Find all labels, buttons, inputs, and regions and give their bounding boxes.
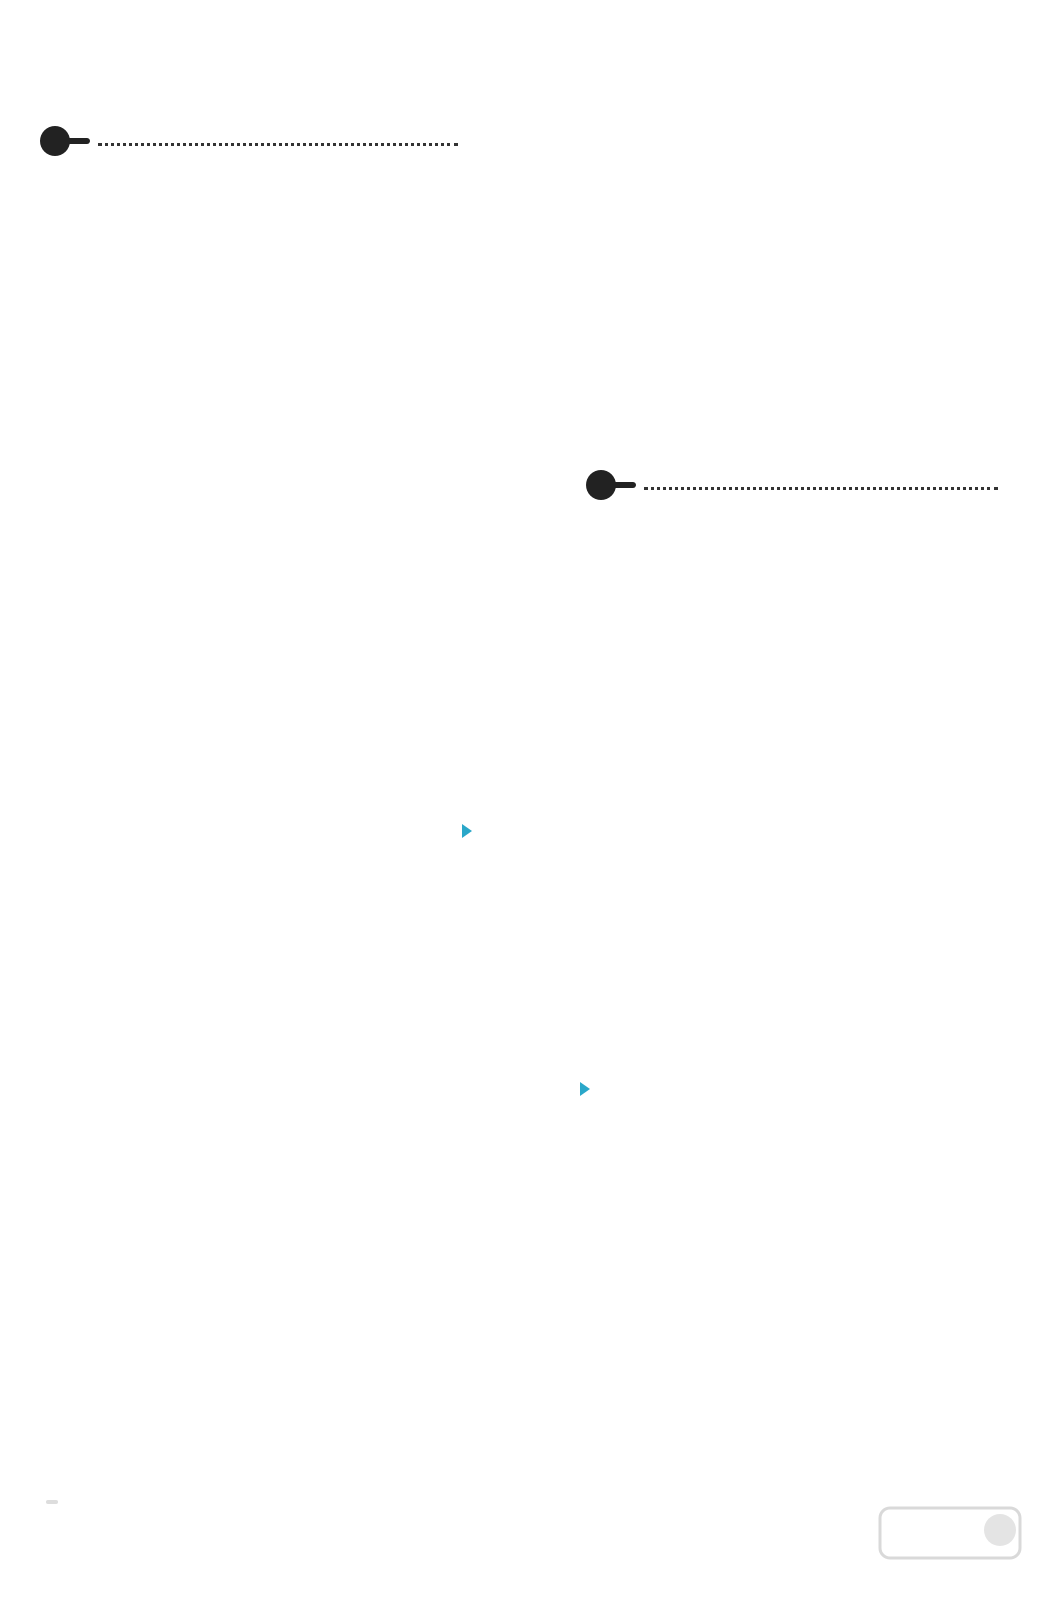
running-header: [46, 48, 78, 68]
brush-badge-icon: [586, 470, 616, 500]
dotted-divider: [644, 487, 998, 490]
pointer-arrow-icon: [462, 824, 472, 838]
brush-badge-icon: [40, 126, 70, 156]
section-header-test: [586, 468, 998, 502]
watermark-logo-icon: [840, 1500, 1030, 1590]
dotted-divider: [98, 143, 458, 146]
pointer-arrow-icon: [580, 1082, 590, 1096]
section-header-exam: [40, 124, 458, 158]
page-number: [46, 1500, 58, 1504]
